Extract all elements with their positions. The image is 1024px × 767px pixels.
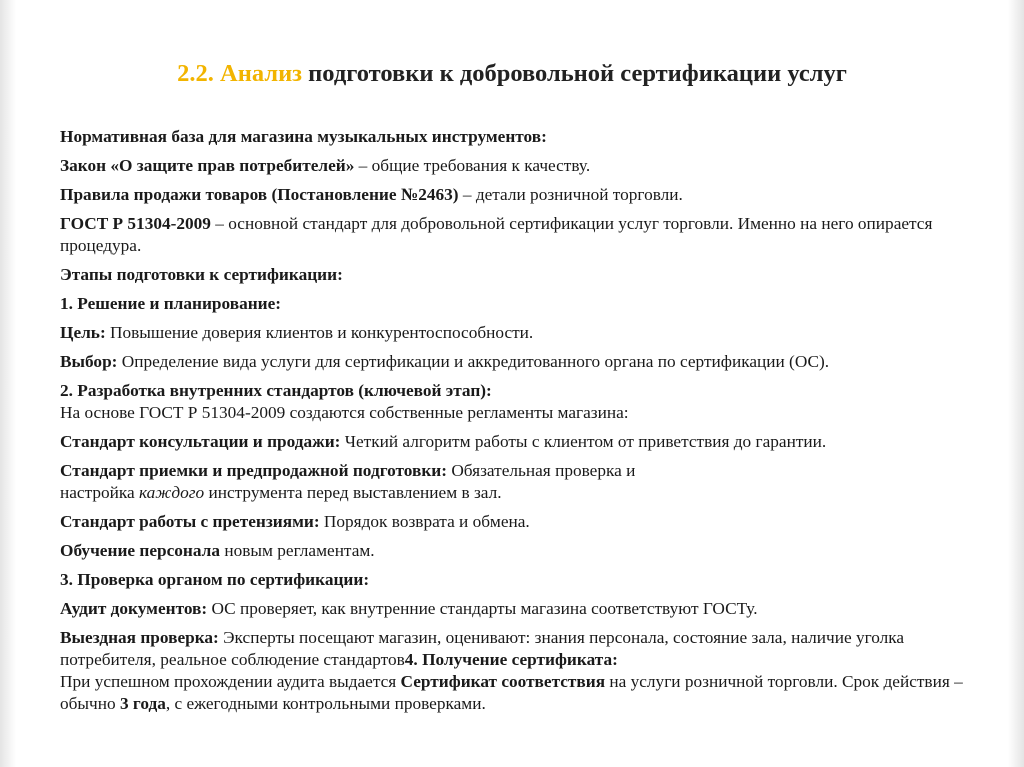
slide-title bbox=[0, 60, 1024, 88]
paragraph-goal: Цель: Повышение доверия клиентов и конкурентоспособности. bbox=[60, 323, 534, 342]
paragraph-document-audit: Аудит документов: ОС проверяет, как внутренние стандарты магазина соответствуют ГОСТу. bbox=[60, 599, 758, 618]
paragraph-stage-3: 3. Проверка органом по сертификации: bbox=[60, 570, 370, 589]
paragraph-choice: Выбор: Определение вида услуги для сертификации и аккредитованного органа по сертификации (ОС). bbox=[60, 352, 830, 371]
paragraph-consumer-law: Закон «О защите прав потребителей» – общие требования к качеству. bbox=[60, 156, 591, 175]
paragraph-claims-standard: Стандарт работы с претензиями: Порядок возврата и обмена. bbox=[60, 512, 530, 531]
paragraph-sale-rules: Правила продажи товаров (Постановление №2463) – детали розничной торговли. bbox=[60, 185, 683, 204]
paragraph-stages-heading: Этапы подготовки к сертификации: bbox=[60, 265, 343, 284]
slide-body bbox=[60, 126, 990, 722]
paragraph-acceptance-standard: Стандарт приемки и предпродажной подготовки: Обязательная проверка и настройка каждого инструмента перед выставлением в зал. bbox=[60, 461, 636, 502]
paragraph-consult-standard: Стандарт консультации и продажи: Четкий алгоритм работы с клиентом от приветствия до гарантии. bbox=[60, 432, 827, 451]
paragraph-stage-1: 1. Решение и планирование: bbox=[60, 294, 282, 313]
paragraph-training: Обучение персонала новым регламентам. bbox=[60, 541, 375, 560]
slide-title-accent: 2.2. Анализ bbox=[177, 60, 303, 87]
paragraph-gost: ГОСТ Р 51304-2009 – основной стандарт для добровольной сертификации услуг торговли. Именно на него опирается процедура. bbox=[60, 214, 933, 255]
slide-title-rest: подготовки к добровольной сертификации услуг bbox=[302, 60, 847, 87]
paragraph-stage-2: 2. Разработка внутренних стандартов (ключевой этап): На основе ГОСТ Р 51304-2009 создаются собственные регламенты магазина: bbox=[60, 381, 629, 422]
paragraph-normative-base: Нормативная база для магазина музыкальных инструментов: bbox=[60, 127, 547, 146]
paragraph-site-inspection: Выездная проверка: Эксперты посещают магазин, оценивают: знания персонала, состояние зала, наличие уголка потребителя, реальное соблюдение стандартов4. Получение сертификата: При успешном прохождении аудита выдается Сертификат соответствия на услуги розничной торговли. Срок действия – обычно 3 года, с ежегодными контрольными проверками. bbox=[60, 628, 963, 713]
